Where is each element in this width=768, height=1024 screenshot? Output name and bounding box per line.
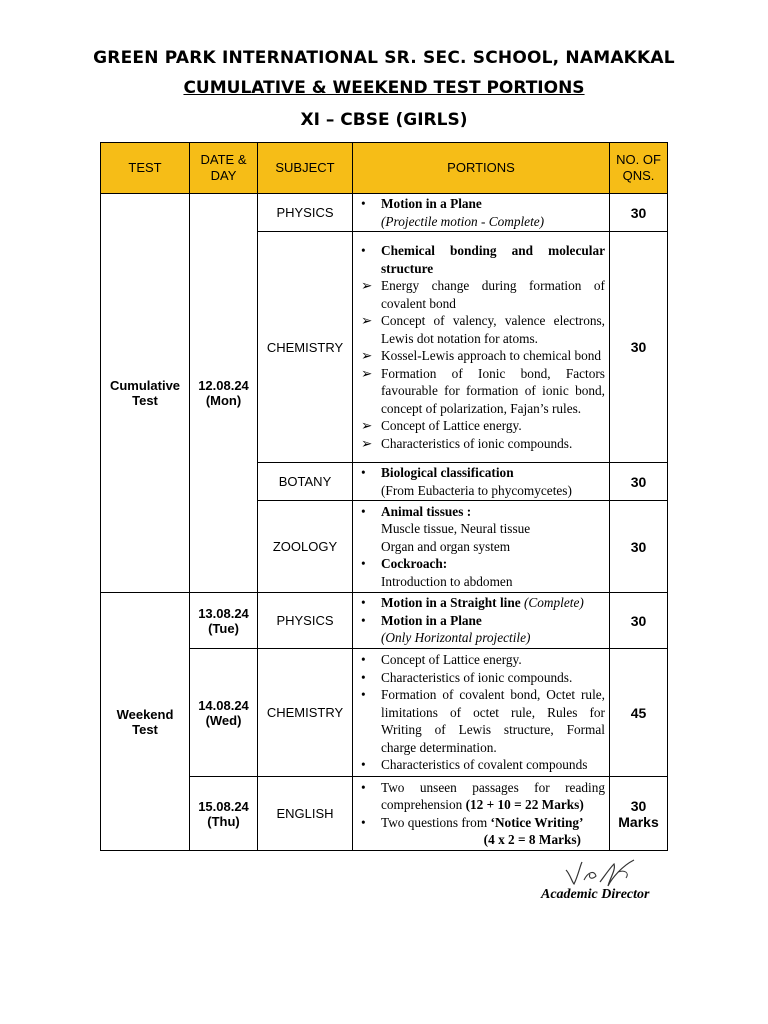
subject-cell: ENGLISH	[258, 777, 353, 851]
portions-table	[100, 142, 668, 851]
list-item: ➢ Concept of valency, valence electrons, Lewis dot notation for atoms.	[361, 313, 605, 346]
list-item: • Two unseen passages for reading comprehension (12 + 10 = 22 Marks)	[361, 779, 605, 812]
list-item: ➢ Concept of Lattice energy.	[361, 418, 522, 433]
date-cell: 15.08.24 (Thu)	[190, 777, 258, 851]
portion-note: (From Eubacteria to phycomycetes)	[381, 482, 572, 498]
col-test: TEST	[101, 143, 190, 194]
list-item: • Cockroach:	[361, 556, 448, 572]
col-subject: SUBJECT	[258, 143, 353, 194]
list-item: • Motion in a Straight line (Complete)	[361, 595, 584, 611]
list-item: ➢ Kossel-Lewis approach to chemical bond	[361, 348, 602, 363]
portions-cell	[353, 463, 610, 501]
date-cell: 13.08.24 (Tue)	[190, 593, 258, 649]
col-qns: NO. OF QNS.	[610, 143, 668, 194]
portions-cell	[353, 593, 610, 649]
col-date: DATE & DAY	[190, 143, 258, 194]
portion-line: Introduction to abdomen	[381, 573, 513, 589]
portion-note: (Projectile motion - Complete)	[381, 213, 545, 229]
class-label: XI – CBSE (GIRLS)	[300, 110, 468, 130]
list-item: • Characteristics of covalent compounds	[361, 757, 588, 773]
table-row	[101, 593, 668, 649]
document-title: CUMULATIVE & WEEKEND TEST PORTIONS	[183, 78, 585, 98]
subject-cell: ZOOLOGY	[258, 501, 353, 593]
weekend-test-cell: Weekend Test	[101, 593, 190, 851]
list-item: • Motion in a Plane	[361, 196, 482, 211]
portions-cell	[353, 194, 610, 232]
qns-cell: 45	[610, 649, 668, 777]
qns-cell: 30	[610, 501, 668, 593]
signature-label: Academic Director	[541, 887, 650, 902]
portion-line: Organ and organ system	[381, 538, 511, 554]
list-item: • Animal tissues :	[361, 503, 472, 519]
subject-cell: CHEMISTRY	[258, 649, 353, 777]
list-item: • Formation of covalent bond, Octet rule, limitations of octet rule, Rules for Writing of Lewis structure, Formal charge determination.	[361, 687, 605, 755]
qns-cell: 30	[610, 463, 668, 501]
list-item: • Biological classification	[361, 465, 514, 480]
portion-line: Muscle tissue, Neural tissue	[381, 521, 531, 537]
school-name: GREEN PARK INTERNATIONAL SR. SEC. SCHOOL, NAMAKKAL	[93, 48, 675, 68]
qns-cell: 30	[610, 232, 668, 463]
cumulative-day: (Mon)	[205, 393, 242, 408]
list-item: • Two questions from ‘Notice Writing’	[361, 814, 584, 830]
subject-cell: PHYSICS	[258, 593, 353, 649]
subject-cell: CHEMISTRY	[258, 232, 353, 463]
date-cell: 14.08.24 (Wed)	[190, 649, 258, 777]
qns-cell: 30	[610, 194, 668, 232]
portions-cell	[353, 501, 610, 593]
subject-cell: PHYSICS	[258, 194, 353, 232]
qns-cell: 30	[610, 593, 668, 649]
subject-cell: BOTANY	[258, 463, 353, 501]
portions-cell	[353, 777, 610, 851]
cumulative-test-cell: Cumulative Test	[101, 194, 190, 593]
col-portions: PORTIONS	[353, 143, 610, 194]
cumulative-date-cell	[190, 194, 258, 593]
qns-cell: 30 Marks	[610, 777, 668, 851]
list-item: • Characteristics of ionic compounds.	[361, 669, 573, 685]
portion-marks: (4 x 2 = 8 Marks)	[483, 832, 581, 847]
list-item: • Chemical bonding and molecular structure	[361, 243, 605, 276]
portions-cell	[353, 232, 610, 463]
list-item: ➢ Formation of Ionic bond, Factors favourable for formation of ionic bond, concept of polarization, Fajan’s rules.	[361, 365, 605, 416]
table-header-row	[101, 143, 668, 194]
cumulative-date: 12.08.24	[198, 378, 249, 393]
list-item: ➢ Energy change during formation of covalent bond	[361, 278, 605, 311]
portions-cell	[353, 649, 610, 777]
table-row	[101, 194, 668, 232]
portion-note: (Only Horizontal projectile)	[381, 630, 531, 646]
list-item: • Motion in a Plane	[361, 612, 482, 628]
list-item: ➢ Characteristics of ionic compounds.	[361, 435, 573, 451]
list-item: • Concept of Lattice energy.	[361, 652, 522, 668]
